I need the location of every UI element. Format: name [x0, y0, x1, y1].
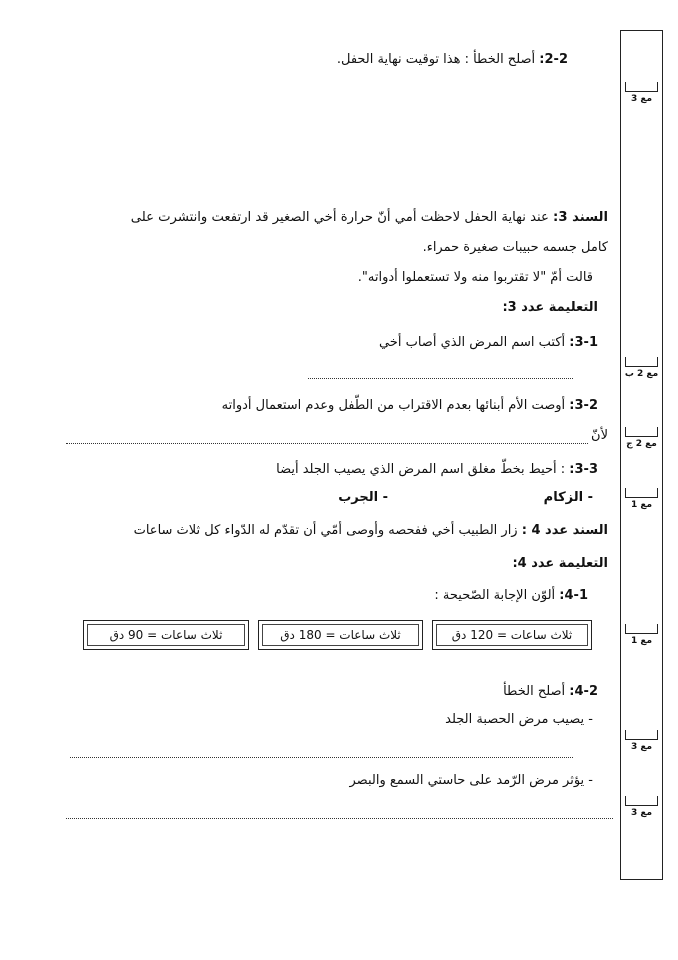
option-cold[interactable]: - الزكام	[543, 490, 593, 505]
error-statement-2: - يؤثر مرض الرّمد على حاستي السمع والبصر	[349, 773, 593, 788]
because-label: لأنّ	[591, 428, 608, 443]
answer-line-4-2-1[interactable]	[70, 757, 573, 758]
instruction-3-heading: التعليمة عدد 3:	[502, 300, 598, 315]
criterion-mark: مع 3	[623, 796, 660, 816]
sanad-4: السند عدد 4 : زار الطبيب أخي ففحصه وأوصى أمّي أن تقدّم له الدّواء كل ثلاث ساعات	[133, 523, 608, 538]
option-box-180[interactable]: ثلاث ساعات = 180 دق	[258, 620, 423, 650]
criterion-mark: مع 1	[623, 488, 660, 508]
grading-margin-box	[620, 30, 663, 880]
criterion-mark: مع 1	[623, 624, 660, 644]
option-box-120[interactable]: ثلاث ساعات = 120 دق	[432, 620, 592, 650]
question-3-1: 3-1: أكتب اسم المرض الذي أصاب أخي	[378, 335, 598, 350]
criterion-mark: مع 3	[623, 82, 660, 102]
answer-line-3-2[interactable]	[66, 443, 588, 444]
answer-line-4-2-2[interactable]	[66, 818, 613, 819]
criterion-mark: مع 3	[623, 730, 660, 750]
answer-line-3-1[interactable]	[308, 378, 573, 379]
error-statement-1: - يصيب مرض الحصبة الجلد	[445, 712, 593, 727]
question-4-1: 4-1: ألوّن الإجابة الصّحيحة :	[434, 588, 588, 603]
question-4-2: 4-2: أصلح الخطأ	[503, 684, 598, 699]
option-scabies[interactable]: - الجرب	[338, 490, 388, 505]
sanad-3-line-2: كامل جسمه حبيبات صغيرة حمراء.	[422, 240, 608, 255]
question-2-2: 2-2: أصلح الخطأ : هذا توقيت نهاية الحفل.	[336, 52, 568, 67]
question-3-3: 3-3: : أحيط بخطّ مغلق اسم المرض الذي يصيب الجلد أيضا	[276, 462, 598, 477]
instruction-4-heading: التعليمة عدد 4:	[512, 556, 608, 571]
question-3-2: 3-2: أوصت الأم أبنائها بعدم الاقتراب من الطّفل وعدم استعمال أدواته	[221, 398, 598, 413]
sanad-3-line-1: السند 3: عند نهاية الحفل لاحظت أمي أنّ حرارة أخي الصغير قد ارتفعت وانتشرت على	[130, 210, 608, 225]
sanad-3-line-3: قالت أمّ "لا تقتربوا منه ولا تستعملوا أدواته".	[357, 270, 593, 285]
criterion-mark: مع 2 ج	[623, 427, 660, 447]
option-box-90[interactable]: ثلاث ساعات = 90 دق	[83, 620, 249, 650]
criterion-mark: مع 2 ب	[623, 357, 660, 377]
